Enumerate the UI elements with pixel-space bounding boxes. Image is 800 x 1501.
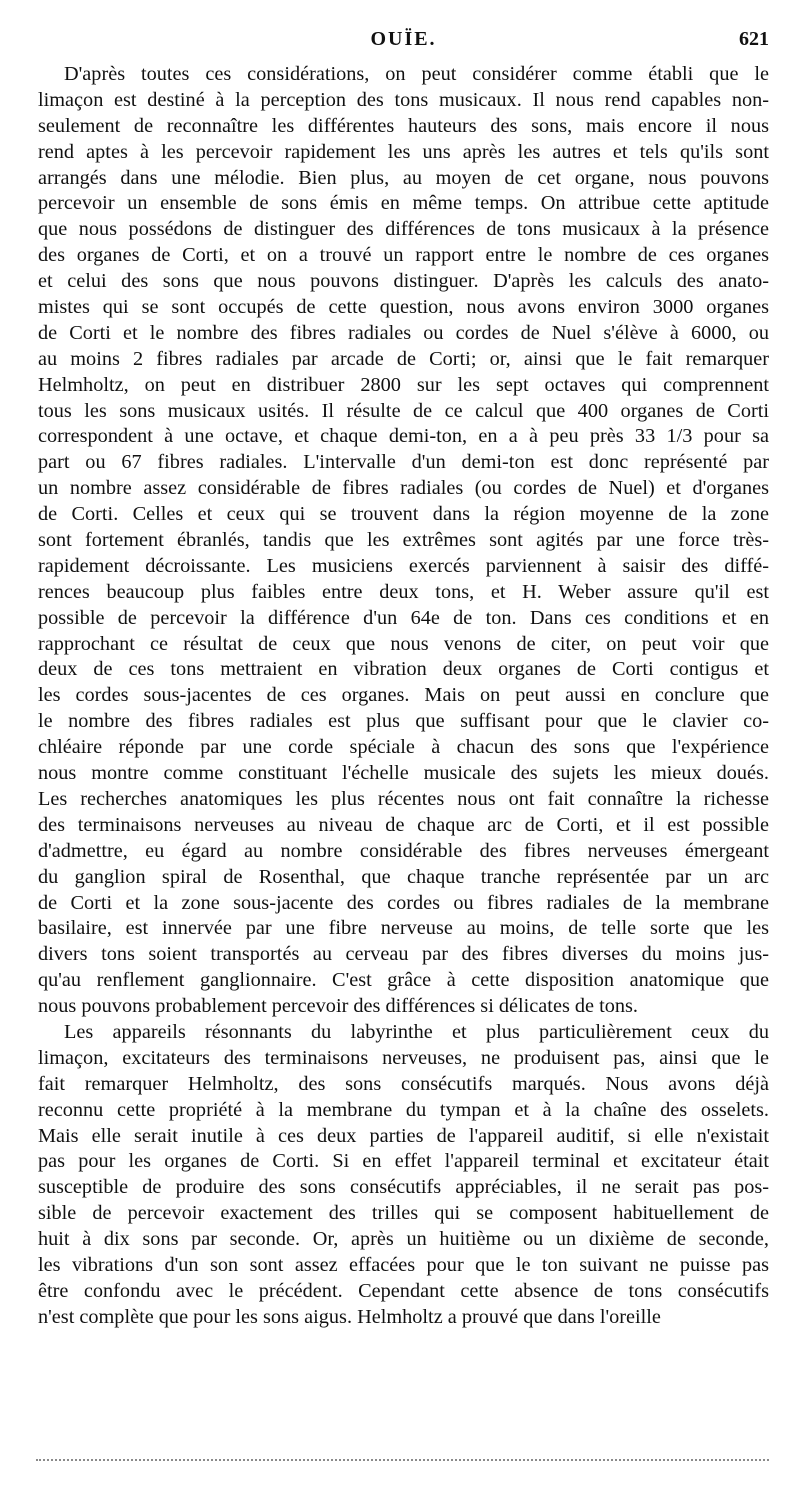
running-title: OUÏE. — [370, 28, 437, 50]
text-line: être confondu avec le précédent. Cependant cette absence de tons consécutifs — [38, 1279, 769, 1302]
text-line: de Corti et le nombre des fibres radiales ou cordes de Nuel s'élève à 6000, ou — [38, 321, 769, 344]
text-line: au moins 2 fibres radiales par arcade de Corti; or, ainsi que le fait remarquer — [38, 347, 769, 370]
paragraph — [38, 62, 769, 1020]
text-line: basilaire, est innervée par une fibre nerveuse au moins, de telle sorte que les — [38, 917, 769, 940]
text-line: percevoir un ensemble de sons émis en même temps. On attribue cette aptitude — [38, 192, 769, 215]
text-line: possible de percevoir la différence d'un 64e de ton. Dans ces conditions et en — [38, 606, 769, 629]
text-line: limaçon est destiné à la perception des tons musicaux. Il nous rend capables non- — [38, 88, 769, 111]
text-line: le nombre des fibres radiales est plus que suffisant pour que le clavier co- — [38, 710, 769, 733]
text-line: les cordes sous-jacentes de ces organes. Mais on peut aussi en conclure que — [38, 684, 769, 707]
text-line: d'admettre, eu égard au nombre considérable des fibres nerveuses émergeant — [38, 839, 769, 862]
text-line: rend aptes à les percevoir rapidement les uns après les autres et tels qu'ils sont — [38, 140, 769, 163]
text-line: de Corti. Celles et ceux qui se trouvent dans la région moyenne de la zone — [38, 503, 769, 526]
text-line: seulement de reconnaître les différentes hauteurs des sons, mais encore il nous — [38, 114, 769, 137]
text-line: huit à dix sons par seconde. Or, après un huitième ou un dixième de seconde, — [38, 1228, 769, 1251]
text-line: divers tons soient transportés au cerveau par des fibres diverses du moins jus- — [38, 943, 769, 966]
text-line: chléaire réponde par une corde spéciale à chacun des sons que l'expérience — [38, 736, 769, 759]
text-line: rences beaucoup plus faibles entre deux tons, et H. Weber assure qu'il est — [38, 580, 769, 603]
text-line: Mais elle serait inutile à ces deux parties de l'appareil auditif, si elle n'existait — [38, 1124, 769, 1147]
text-line: que nous possédons de distinguer des différences de tons musicaux à la présence — [38, 218, 769, 241]
text-line: n'est complète que pour les sons aigus. Helmholtz a prouvé que dans l'oreille — [38, 1305, 661, 1328]
text-line: qu'au renflement ganglionnaire. C'est grâce à cette disposition anatomique que — [38, 969, 769, 992]
text-line: nous pouvons probablement percevoir des différences si délicates de tons. — [38, 995, 638, 1018]
footer-rule — [36, 1459, 769, 1461]
text-line: et celui des sons que nous pouvons distinguer. D'après les calculs des anato- — [38, 270, 769, 293]
text-line: du ganglion spiral de Rosenthal, que chaque tranche représentée par un arc — [38, 865, 769, 888]
page-header — [38, 28, 769, 60]
text-line: nous montre comme constituant l'échelle musicale des sujets les mieux doués. — [38, 762, 769, 785]
text-line: rapidement décroissante. Les musiciens exercés parviennent à saisir des diffé- — [38, 554, 769, 577]
text-line: Les recherches anatomiques les plus récentes nous ont fait connaître la richesse — [38, 787, 769, 810]
text-line: mistes qui se sont occupés de cette question, nous avons environ 3000 organes — [38, 296, 769, 319]
body-text — [38, 62, 769, 1331]
text-line: Les appareils résonnants du labyrinthe et plus particulièrement ceux du — [64, 1020, 769, 1043]
text-line: susceptible de produire des sons consécutifs appréciables, il ne serait pas pos- — [38, 1176, 769, 1199]
text-line: des terminaisons nerveuses au niveau de chaque arc de Corti, et il est possible — [38, 813, 769, 836]
text-line: rapprochant ce résultat de ceux que nous venons de citer, on peut voir que — [38, 632, 769, 655]
text-line: un nombre assez considérable de fibres radiales (ou cordes de Nuel) et d'organes — [38, 477, 769, 500]
text-line: sont fortement ébranlés, tandis que les extrêmes sont agités par une force très- — [38, 529, 769, 552]
text-line: les vibrations d'un son sont assez effacées pour que le ton suivant ne puisse pas — [38, 1253, 769, 1276]
text-line: fait remarquer Helmholtz, des sons consécutifs marqués. Nous avons déjà — [38, 1072, 769, 1095]
text-line: sible de percevoir exactement des trilles qui se composent habituellement de — [38, 1202, 769, 1225]
text-line: deux de ces tons mettraient en vibration deux organes de Corti contigus et — [38, 658, 769, 681]
text-line: Helmholtz, on peut en distribuer 2800 sur les sept octaves qui comprennent — [38, 373, 769, 396]
text-line: tous les sons musicaux usités. Il résulte de ce calcul que 400 organes de Corti — [38, 399, 769, 422]
text-line: limaçon, excitateurs des terminaisons nerveuses, ne produisent pas, ainsi que le — [38, 1046, 769, 1069]
paragraph — [38, 1020, 769, 1331]
text-line: pas pour les organes de Corti. Si en effet l'appareil terminal et excitateur était — [38, 1150, 769, 1173]
text-line: de Corti et la zone sous-jacente des cordes ou fibres radiales de la membrane — [38, 891, 769, 914]
page-number: 621 — [739, 28, 769, 50]
text-line: correspondent à une octave, et chaque demi-ton, en a à peu près 33 1/3 pour sa — [38, 425, 769, 448]
text-line: arrangés dans une mélodie. Bien plus, au moyen de cet organe, nous pouvons — [38, 166, 769, 189]
text-line: des organes de Corti, et on a trouvé un rapport entre le nombre de ces organes — [38, 244, 769, 267]
text-line: part ou 67 fibres radiales. L'intervalle d'un demi-ton est donc représenté par — [38, 451, 769, 474]
text-line: reconnu cette propriété à la membrane du tympan et à la chaîne des osselets. — [38, 1098, 769, 1121]
text-line: D'après toutes ces considérations, on peut considérer comme établi que le — [64, 63, 769, 85]
